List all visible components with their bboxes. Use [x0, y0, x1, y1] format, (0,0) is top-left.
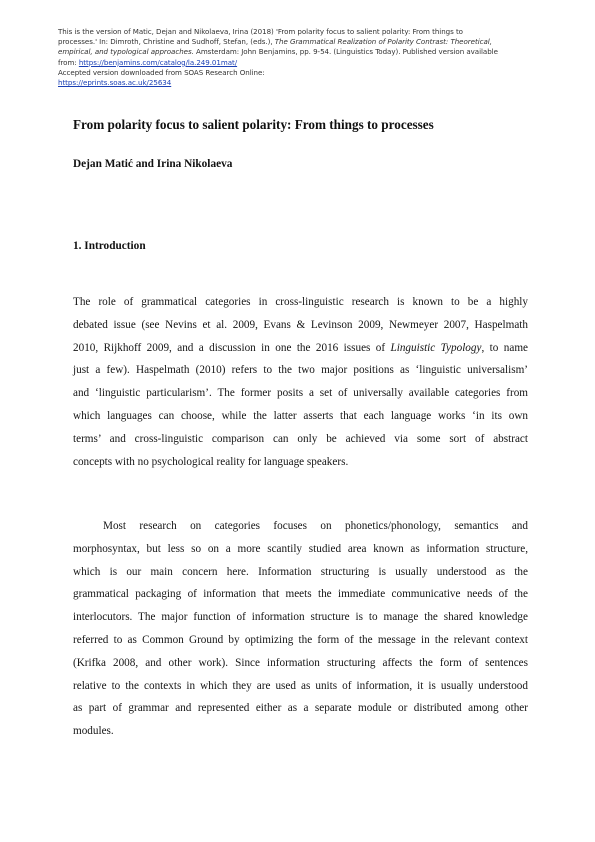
citation-text: from: [58, 57, 79, 67]
text-line: interlocutors. The major function of information structure is to manage the shared knowledge [73, 611, 528, 624]
citation-text: This is the version of Matic, Dejan and Nikolaeva, Irina (2018) 'From polarity focus to salient polarity: From things to [58, 27, 463, 36]
citation-text: Accepted version downloaded from SOAS Research Online: [58, 67, 265, 77]
text-segment: 2010, Rijkhoff 2009, and a discussion in one the 2016 issues of [73, 341, 391, 354]
paragraph-2 [73, 515, 528, 743]
text-line: and ‘linguistic particularism’. The former posits a set of universally available categories from [73, 387, 528, 400]
text-line: modules. [73, 725, 114, 738]
citation-line [58, 27, 548, 37]
citation-line [58, 78, 548, 88]
paper-title: From polarity focus to salient polarity: From things to processes [73, 117, 434, 132]
citation-line [58, 37, 548, 47]
paragraph-1 [73, 291, 528, 473]
text-line: concepts with no psychological reality for language speakers. [73, 455, 349, 468]
citation-text: processes.' In: Dimroth, Christine and Sudhoff, Stefan, (eds.), [58, 37, 275, 47]
text-line: Most research on categories focuses on phonetics/phonology, semantics and [103, 520, 528, 532]
citation-header [58, 27, 548, 88]
text-line: (Krifka 2008, and other work). Since information structuring affects the form of sentences [73, 656, 528, 669]
citation-line [58, 68, 548, 78]
text-line [73, 337, 528, 360]
citation-line [58, 47, 548, 57]
book-title-text: The Grammatical Realization of Polarity Contrast: Theoretical, [274, 37, 492, 47]
citation-text: Amsterdam: John Benjamins, pp. 9-54. (Linguistics Today). Published version available [193, 47, 498, 57]
text-line: grammatical packaging of information that meets the immediate communicative needs of the [73, 588, 528, 601]
text-line: debated issue (see Nevins et al. 2009, Evans & Levinson 2009, Newmeyer 2007, Haspelmath [73, 318, 528, 331]
repository-link[interactable]: https://eprints.soas.ac.uk/25634 [58, 78, 172, 88]
text-line: as part of grammar and represented either as a separate module or distributed among other [73, 702, 528, 715]
text-line: which languages can choose, while the latter asserts that each language works ‘in its own [73, 409, 528, 422]
publisher-link[interactable]: https://benjamins.com/catalog/la.249.01mat/ [78, 57, 238, 67]
text-line: relative to the contexts in which they are used as units of information, it is usually understood [73, 679, 528, 692]
text-segment: , to name [481, 341, 528, 354]
paper-authors: Dejan Matić and Irina Nikolaeva [73, 158, 233, 170]
text-line: which is our main concern here. Information structuring is usually understood as the [73, 565, 528, 578]
text-line: referred to as Common Ground by optimizing the form of the message in the relevant context [73, 633, 528, 646]
text-line: morphosyntax, but less so on a more scantily studied area known as information structure, [73, 542, 528, 555]
section-heading: 1. Introduction [73, 240, 146, 252]
text-line: The role of grammatical categories in cross-linguistic research is known to be a highly [73, 296, 528, 308]
text-line: terms’ and cross-linguistic comparison can only be achieved via some sort of abstract [73, 432, 528, 445]
book-title-text: empirical, and typological approaches. [58, 47, 194, 57]
text-line: just a few). Haspelmath (2010) refers to the two major positions as ‘linguistic universalism’ [73, 364, 528, 377]
journal-name: Linguistic Typology [390, 341, 482, 354]
citation-line [58, 58, 548, 68]
